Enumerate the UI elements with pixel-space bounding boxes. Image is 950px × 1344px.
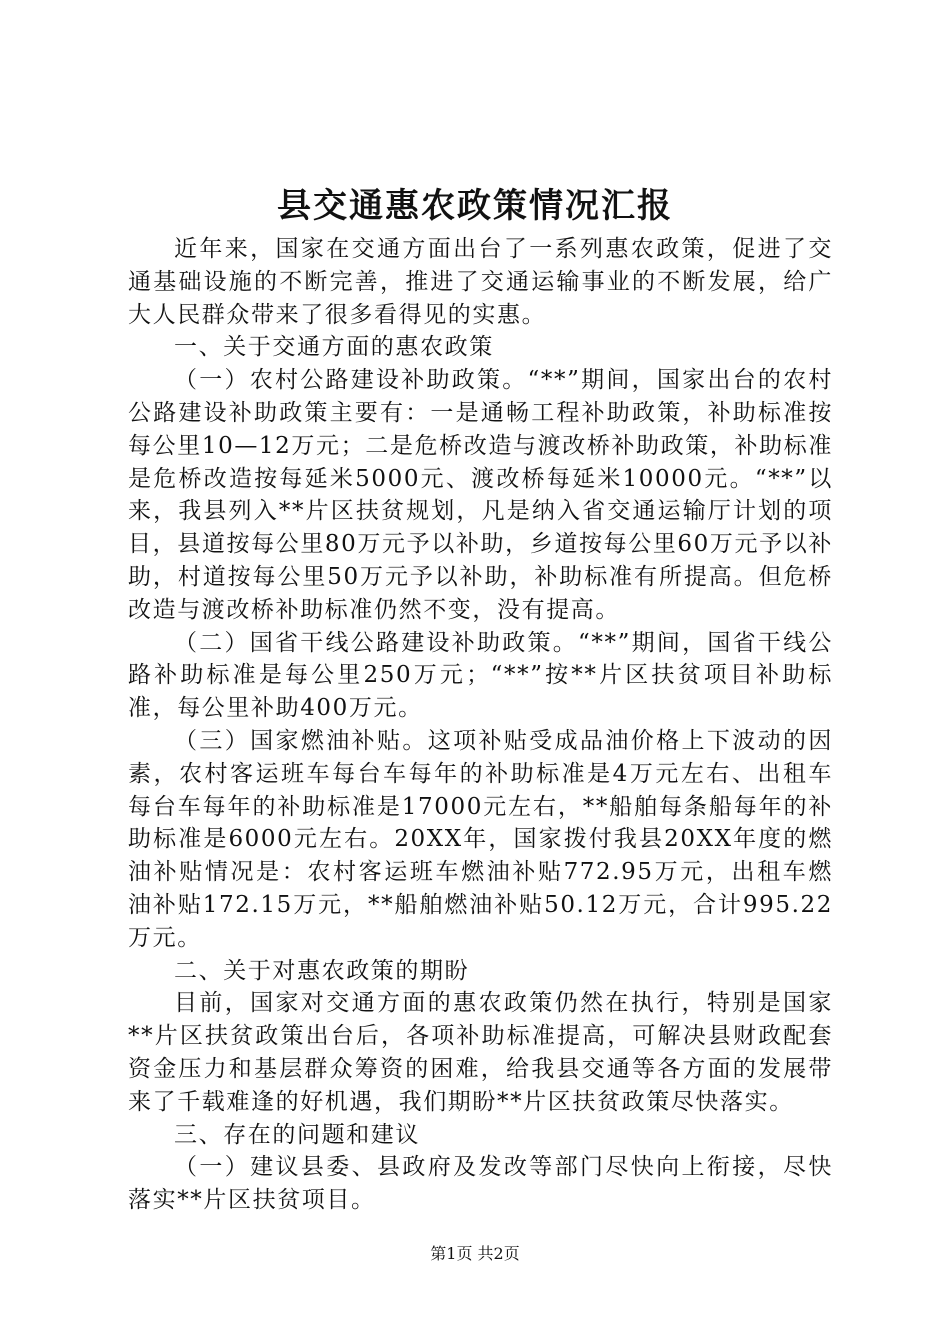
paragraph-fuel-subsidy: （三）国家燃油补贴。这项补贴受成品油价格上下波动的因素，农村客运班车每台车每年的补助标准是4万元左右、出租车每台车每年的补助标准是17000元左右，**船舶每条船每年的补助标准是6000元左右。20XX年，国家拨付我县20XX年度的燃油补贴情况是：农村客运班车燃油补贴772.95万元，出租车燃油补贴172.15万元，**船舶燃油补贴50.12万元，合计995.22万元。 <box>128 727 833 951</box>
section-heading-3: 三、存在的问题和建议 <box>174 1121 420 1148</box>
section-heading-1: 一、关于交通方面的惠农政策 <box>174 334 494 361</box>
section-heading-2: 二、关于对惠农政策的期盼 <box>174 957 470 984</box>
document-body <box>128 233 833 1217</box>
paragraph-expectations: 目前，国家对交通方面的惠农政策仍然在执行，特别是国家**片区扶贫政策出台后，各项补助标准提高，可解决县财政配套资金压力和基层群众筹资的困难，给我县交通等各方面的发展带来了千载难逢的好机遇，我们期盼**片区扶贫政策尽快落实。 <box>128 990 833 1115</box>
paragraph-suggestion-1: （一）建议县委、县政府及发改等部门尽快向上衔接，尽快落实**片区扶贫项目。 <box>128 1154 833 1214</box>
page-footer: 第1页 共2页 <box>430 1244 520 1263</box>
document-title: 县交通惠农政策情况汇报 <box>277 186 673 226</box>
paragraph-rural-road-subsidy: （一）农村公路建设补助政策。“**”期间，国家出台的农村公路建设补助政策主要有：一是通畅工程补助政策，补助标准按每公里10—12万元；二是危桥改造与渡改桥补助政策，补助标准是危桥改造按每延米5000元、渡改桥每延米10000元。“**”以来，我县列入**片区扶贫规划，凡是纳入省交通运输厅计划的项目，县道按每公里80万元予以补助，乡道按每公里60万元予以补助，村道按每公里50万元予以补助，补助标准有所提高。但危桥改造与渡改桥补助标准仍然不变，没有提高。 <box>128 367 833 623</box>
paragraph-intro: 近年来，国家在交通方面出台了一系列惠农政策，促进了交通基础设施的不断完善，推进了交通运输事业的不断发展，给广大人民群众带来了很多看得见的实惠。 <box>128 236 833 328</box>
paragraph-trunk-road-subsidy: （二）国省干线公路建设补助政策。“**”期间，国省干线公路补助标准是每公里250万元；“**”按**片区扶贫项目补助标准，每公里补助400万元。 <box>128 629 833 722</box>
